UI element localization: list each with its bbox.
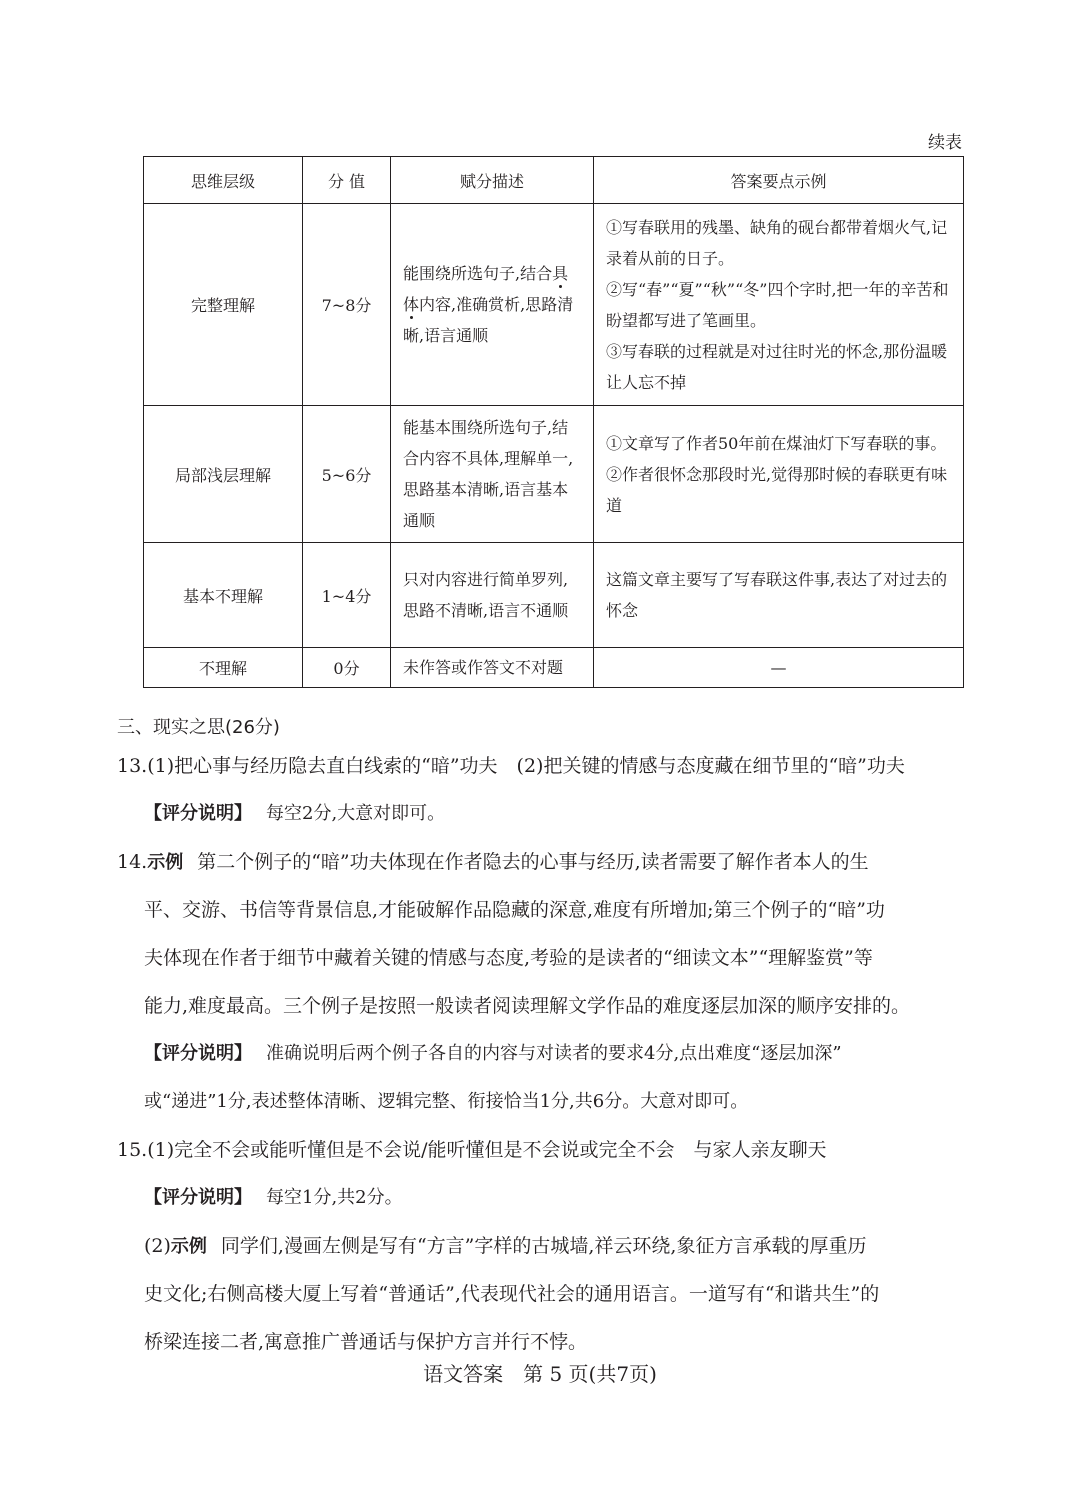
level-cell: 局部浅层理解 xyxy=(144,406,303,543)
score-cell: 7~8分 xyxy=(303,204,391,406)
desc-text: 内容,准确赏析,思路清晰,语言通顺 xyxy=(403,295,574,345)
q15-text: 同学们,漫画左侧是写有“方言”字样的古城墙,祥云环绕,象征方言承载的厚重历 xyxy=(220,1235,867,1257)
scoring-table xyxy=(143,156,964,688)
page-footer: 语文答案 第 5 页(共7页) xyxy=(423,1362,657,1386)
desc-cell: 能基本围绕所选句子,结合内容不具体,理解单一,思路基本清晰,语言基本通顺 xyxy=(391,406,594,543)
eval-label: 【评分说明】 xyxy=(144,1043,252,1064)
example-cell xyxy=(594,406,964,543)
continued-label: 续表 xyxy=(928,133,962,153)
col-header-desc: 赋分描述 xyxy=(391,157,594,204)
eval-label: 【评分说明】 xyxy=(144,803,252,824)
level-cell: 基本不理解 xyxy=(144,543,303,648)
q14-line xyxy=(117,842,967,890)
desc-text: 能围绕所选句子,结合 xyxy=(403,264,553,283)
example-line: ①文章写了作者50年前在煤油灯下写春联的事。 xyxy=(606,433,947,453)
q14-eval xyxy=(117,1034,967,1082)
example-line: ③写春联的过程就是对过往时光的怀念,那份温暖让人忘不掉 xyxy=(606,341,948,392)
example-tag: 示例 xyxy=(170,1236,207,1257)
emphasis-char: 具 xyxy=(552,264,569,283)
level-cell: 不理解 xyxy=(144,648,303,688)
col-header-level: 思维层级 xyxy=(144,157,303,204)
q14-number: 14. xyxy=(117,851,148,873)
table-row xyxy=(144,204,964,406)
section-title: 三、现实之思(26分) xyxy=(117,717,280,738)
desc-cell: 只对内容进行简单罗列,思路不清晰,语言不通顺 xyxy=(391,543,594,648)
eval-label: 【评分说明】 xyxy=(144,1187,252,1208)
q15-part2-line xyxy=(117,1226,967,1274)
score-cell: 1~4分 xyxy=(303,543,391,648)
emphasis-char: 体 xyxy=(403,295,420,314)
example-line: ②作者很怀念那段时光,觉得那时候的春联更有味道 xyxy=(606,464,948,515)
example-cell xyxy=(594,204,964,406)
eval-text: 每空2分,大意对即可。 xyxy=(266,803,446,824)
q15-part2-line: 桥梁连接二者,寓意推广普通话与保护方言并行不悖。 xyxy=(144,1331,588,1353)
eval-text: 每空1分,共2分。 xyxy=(266,1187,403,1208)
table-row xyxy=(144,406,964,543)
q14-line: 平、交游、书信等背景信息,才能破解作品隐藏的深意,难度有所增加;第三个例子的“暗”功 xyxy=(144,899,885,921)
level-cell: 完整理解 xyxy=(144,204,303,406)
q13-eval xyxy=(117,794,967,842)
table-header-row xyxy=(144,157,964,204)
example-line: ②写“春”“夏”“秋”“冬”四个字时,把一年的辛苦和盼望都写进了笔画里。 xyxy=(606,279,949,330)
desc-cell xyxy=(391,204,594,406)
q15-part2-prefix: (2) xyxy=(144,1235,171,1257)
example-cell xyxy=(594,543,964,648)
eval-text: 准确说明后两个例子各自的内容与对读者的要求4分,点出难度“逐层加深” xyxy=(266,1043,842,1064)
q14-text: 第二个例子的“暗”功夫体现在作者隐去的心事与经历,读者需要了解作者本人的生 xyxy=(197,851,869,873)
example-cell: — xyxy=(594,648,964,688)
desc-cell: 未作答或作答文不对题 xyxy=(391,648,594,688)
answer-body xyxy=(117,708,967,1370)
q15-part1: 15.(1)完全不会或能听懂但是不会说/能听懂但是不会说或完全不会 与家人亲友聊天 xyxy=(117,1139,827,1161)
example-line: ①写春联用的残墨、缺角的砚台都带着烟火气,记录着从前的日子。 xyxy=(606,217,948,268)
q13-answer: 13.(1)把心事与经历隐去直白线索的“暗”功夫 (2)把关键的情感与态度藏在细节里的“暗”功夫 xyxy=(117,755,905,777)
table-row xyxy=(144,648,964,688)
q14-line: 能力,难度最高。三个例子是按照一般读者阅读理解文学作品的难度逐层加深的顺序安排的。 xyxy=(144,995,911,1017)
q15-part2-line: 史文化;右侧高楼大厦上写着“普通话”,代表现代社会的通用语言。一道写有“和谐共生”的 xyxy=(144,1283,880,1305)
col-header-score: 分 值 xyxy=(303,157,391,204)
example-line: 这篇文章主要写了写春联这件事,表达了对过去的怀念 xyxy=(606,570,948,620)
example-tag: 示例 xyxy=(147,852,184,873)
score-cell: 0分 xyxy=(303,648,391,688)
q14-eval-cont: 或“递进”1分,表述整体清晰、逻辑完整、衔接恰当1分,共6分。大意对即可。 xyxy=(144,1091,749,1112)
q14-line: 夫体现在作者于细节中藏着关键的情感与态度,考验的是读者的“细读文本”“理解鉴赏”等 xyxy=(144,947,873,969)
score-cell: 5~6分 xyxy=(303,406,391,543)
col-header-example: 答案要点示例 xyxy=(594,157,964,204)
table-row xyxy=(144,543,964,648)
q15-eval xyxy=(117,1178,967,1226)
